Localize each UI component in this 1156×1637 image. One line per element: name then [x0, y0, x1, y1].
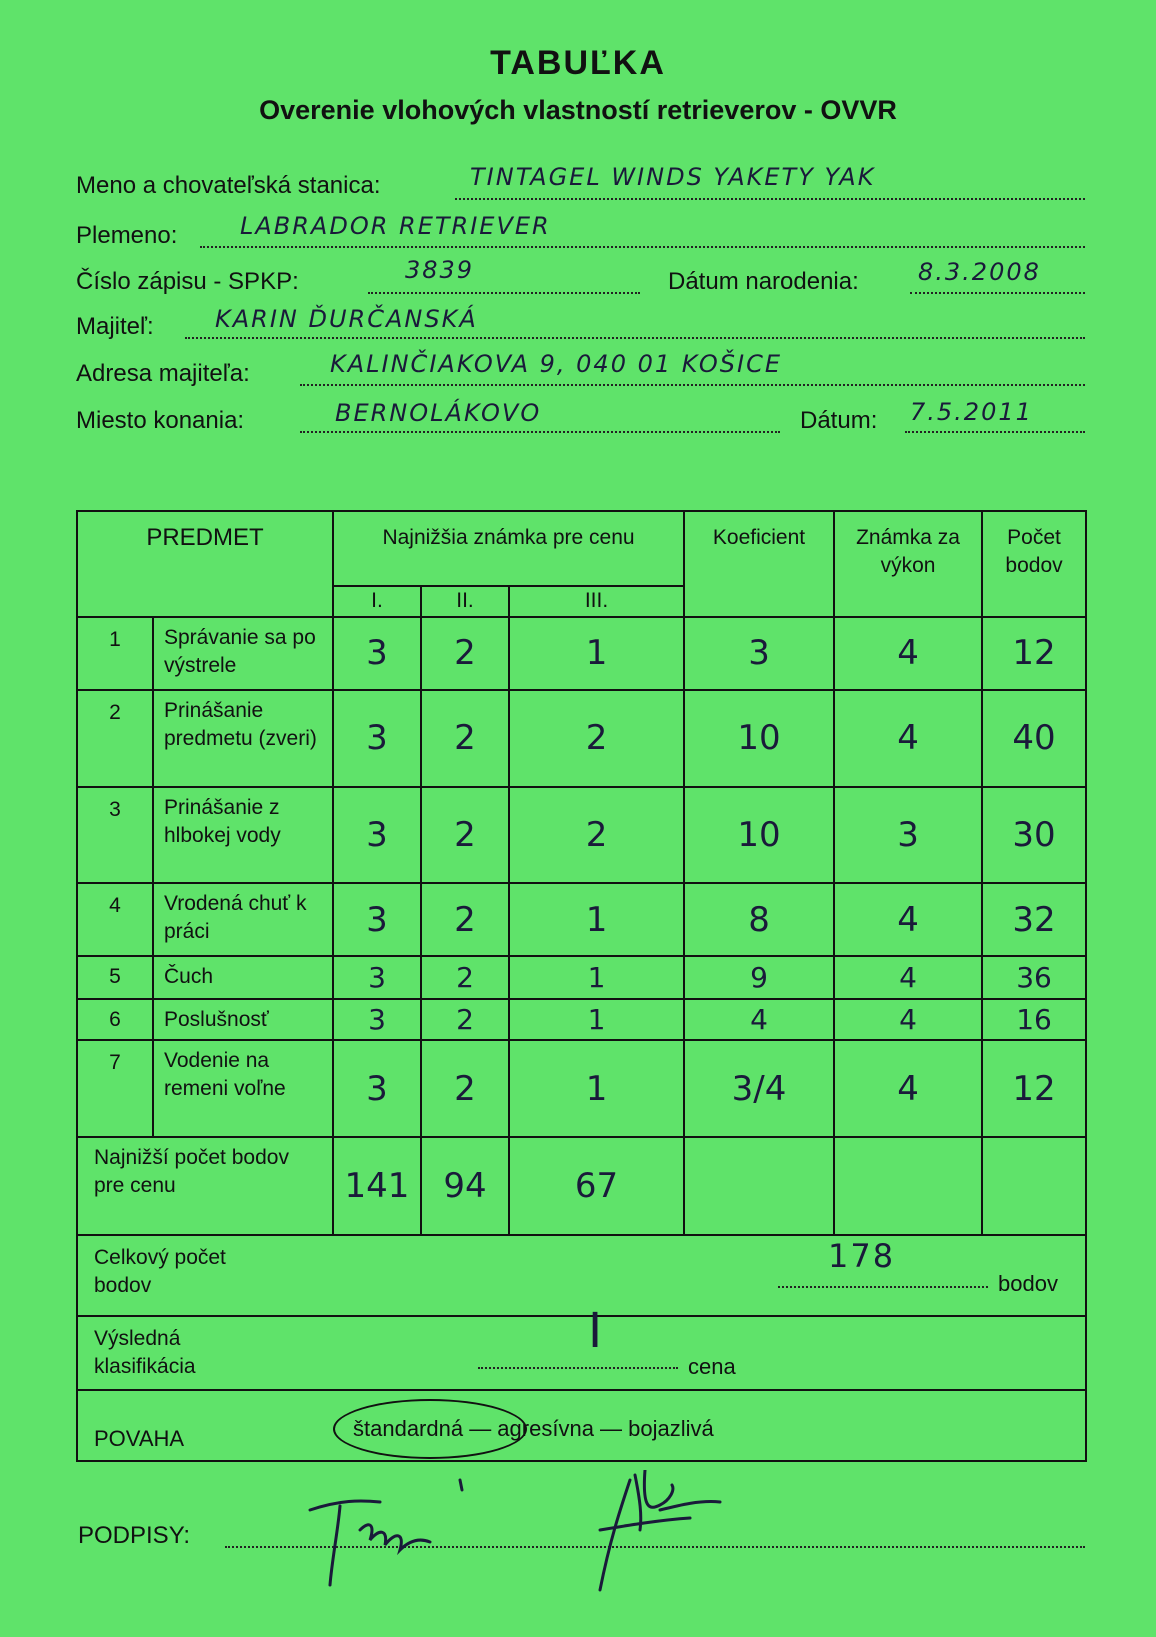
row-prize-3: 2 — [509, 787, 684, 884]
min-points-3: 67 — [509, 1137, 684, 1235]
place-value: BERNOLÁKOVO — [335, 399, 542, 427]
row-points: 12 — [982, 1040, 1086, 1138]
table-row — [77, 999, 1086, 1040]
empty-cell — [982, 1137, 1086, 1235]
breed-label: Plemeno: — [76, 222, 178, 249]
total-row — [77, 1235, 1086, 1316]
row-coef: 4 — [684, 999, 834, 1040]
povaha-label: POVAHA — [94, 1425, 185, 1451]
row-number: 2 — [77, 690, 153, 787]
povaha-row — [77, 1390, 1086, 1461]
table-row — [77, 1040, 1086, 1138]
row-grade: 4 — [834, 956, 982, 999]
row-coef: 3/4 — [684, 1040, 834, 1138]
total-cell — [77, 1235, 1086, 1316]
row-prize-2: 2 — [421, 690, 509, 787]
classification-row — [77, 1316, 1086, 1389]
row-points: 36 — [982, 956, 1086, 999]
povaha-options: štandardná — agresívna — bojazlivá — [353, 1415, 714, 1441]
signature-1 — [300, 1470, 800, 1600]
address-value: KALINČIAKOVA 9, 040 01 KOŠICE — [330, 350, 782, 378]
place-label: Miesto konania: — [76, 407, 245, 434]
povaha-cell — [77, 1390, 1086, 1461]
table-row — [77, 883, 1086, 956]
name-value: TINTAGEL WINDS YAKETY YAK — [470, 163, 876, 191]
row-coef: 9 — [684, 956, 834, 999]
row-subject: Vrodená chuť k práci — [153, 883, 333, 956]
row-points: 16 — [982, 999, 1086, 1040]
row-prize-1: 3 — [333, 1040, 421, 1138]
owner-label: Majiteľ: — [76, 313, 154, 340]
row-prize-2: 2 — [421, 1040, 509, 1138]
row-prize-2: 2 — [421, 883, 509, 956]
row-number: 7 — [77, 1040, 153, 1138]
header-prize-3: III. — [509, 586, 684, 617]
row-coef: 3 — [684, 617, 834, 690]
min-points-row — [77, 1137, 1086, 1235]
reg-value: 3839 — [405, 256, 475, 284]
row-points: 40 — [982, 690, 1086, 787]
date-value: 7.5.2011 — [910, 398, 1033, 426]
row-points: 32 — [982, 883, 1086, 956]
table-row — [77, 617, 1086, 690]
classification-unit: cena — [688, 1354, 736, 1380]
header-points: Počet bodov — [982, 511, 1086, 617]
address-label: Adresa majiteľa: — [76, 360, 250, 387]
empty-cell — [684, 1137, 834, 1235]
row-prize-2: 2 — [421, 956, 509, 999]
row-prize-3: 1 — [509, 883, 684, 956]
row-prize-1: 3 — [333, 956, 421, 999]
row-number: 5 — [77, 956, 153, 999]
min-points-1: 141 — [333, 1137, 421, 1235]
breed-line — [200, 246, 1085, 248]
row-grade: 4 — [834, 617, 982, 690]
empty-cell — [834, 1137, 982, 1235]
birth-value: 8.3.2008 — [918, 258, 1041, 286]
evaluation-table — [76, 510, 1087, 1462]
row-number: 3 — [77, 787, 153, 884]
classification-value: I — [588, 1303, 605, 1360]
row-number: 1 — [77, 617, 153, 690]
total-line — [778, 1286, 988, 1288]
min-points-2: 94 — [421, 1137, 509, 1235]
header-coef: Koeficient — [684, 511, 834, 617]
row-coef: 10 — [684, 690, 834, 787]
table-row — [77, 956, 1086, 999]
owner-line — [185, 337, 1085, 339]
row-coef: 8 — [684, 883, 834, 956]
row-prize-1: 3 — [333, 690, 421, 787]
row-subject: Čuch — [153, 956, 333, 999]
reg-line — [368, 292, 640, 294]
row-prize-1: 3 — [333, 883, 421, 956]
header-subject: PREDMET — [77, 511, 333, 617]
birth-line — [910, 292, 1085, 294]
row-prize-3: 1 — [509, 999, 684, 1040]
place-line — [300, 431, 780, 433]
classification-line — [478, 1367, 678, 1369]
header-lowest: Najnižšia známka pre cenu — [333, 511, 684, 586]
row-prize-1: 3 — [333, 999, 421, 1040]
name-label: Meno a chovateľská stanica: — [76, 172, 381, 199]
row-prize-1: 3 — [333, 617, 421, 690]
classification-cell — [77, 1303, 1086, 1389]
signatures-label: PODPISY: — [78, 1522, 191, 1549]
table-row — [77, 787, 1086, 884]
min-points-label: Najnižší počet bodov pre cenu — [77, 1137, 333, 1235]
row-subject: Správanie sa po výstrele — [153, 617, 333, 690]
row-prize-2: 2 — [421, 787, 509, 884]
row-prize-2: 2 — [421, 999, 509, 1040]
row-grade: 4 — [834, 1040, 982, 1138]
row-prize-3: 2 — [509, 690, 684, 787]
row-grade: 4 — [834, 690, 982, 787]
row-grade: 3 — [834, 787, 982, 884]
header-prize-1: I. — [333, 586, 421, 617]
row-number: 4 — [77, 883, 153, 956]
row-subject: Vodenie na remeni voľne — [153, 1040, 333, 1138]
name-line — [455, 198, 1085, 200]
total-unit: bodov — [998, 1271, 1058, 1297]
table-row — [77, 690, 1086, 787]
row-grade: 4 — [834, 883, 982, 956]
row-coef: 10 — [684, 787, 834, 884]
form-title: TABUĽKA — [490, 44, 666, 82]
date-line — [905, 431, 1085, 433]
total-label: Celkový počet bodov — [94, 1246, 226, 1298]
reg-label: Číslo zápisu - SPKP: — [76, 268, 299, 295]
header-grade: Známka za výkon — [834, 511, 982, 617]
row-points: 12 — [982, 617, 1086, 690]
total-value: 178 — [828, 1237, 896, 1276]
form-subtitle: Overenie vlohových vlastností retrieverov - OVVR — [259, 95, 897, 125]
classification-label: Výsledná klasifikácia — [94, 1327, 196, 1379]
row-grade: 4 — [834, 999, 982, 1040]
address-line — [300, 384, 1085, 386]
row-prize-3: 1 — [509, 956, 684, 999]
row-number: 6 — [77, 999, 153, 1040]
birth-label: Dátum narodenia: — [668, 268, 859, 295]
row-prize-2: 2 — [421, 617, 509, 690]
row-subject: Prinášanie z hlbokej vody — [153, 787, 333, 884]
owner-value: KARIN ĎURČANSKÁ — [215, 305, 478, 333]
row-subject: Poslušnosť — [153, 999, 333, 1040]
header-prize-2: II. — [421, 586, 509, 617]
row-points: 30 — [982, 787, 1086, 884]
breed-value: LABRADOR RETRIEVER — [240, 212, 551, 240]
row-prize-1: 3 — [333, 787, 421, 884]
row-prize-3: 1 — [509, 617, 684, 690]
row-subject: Prinášanie predmetu (zveri) — [153, 690, 333, 787]
date-label: Dátum: — [800, 407, 878, 434]
row-prize-3: 1 — [509, 1040, 684, 1138]
